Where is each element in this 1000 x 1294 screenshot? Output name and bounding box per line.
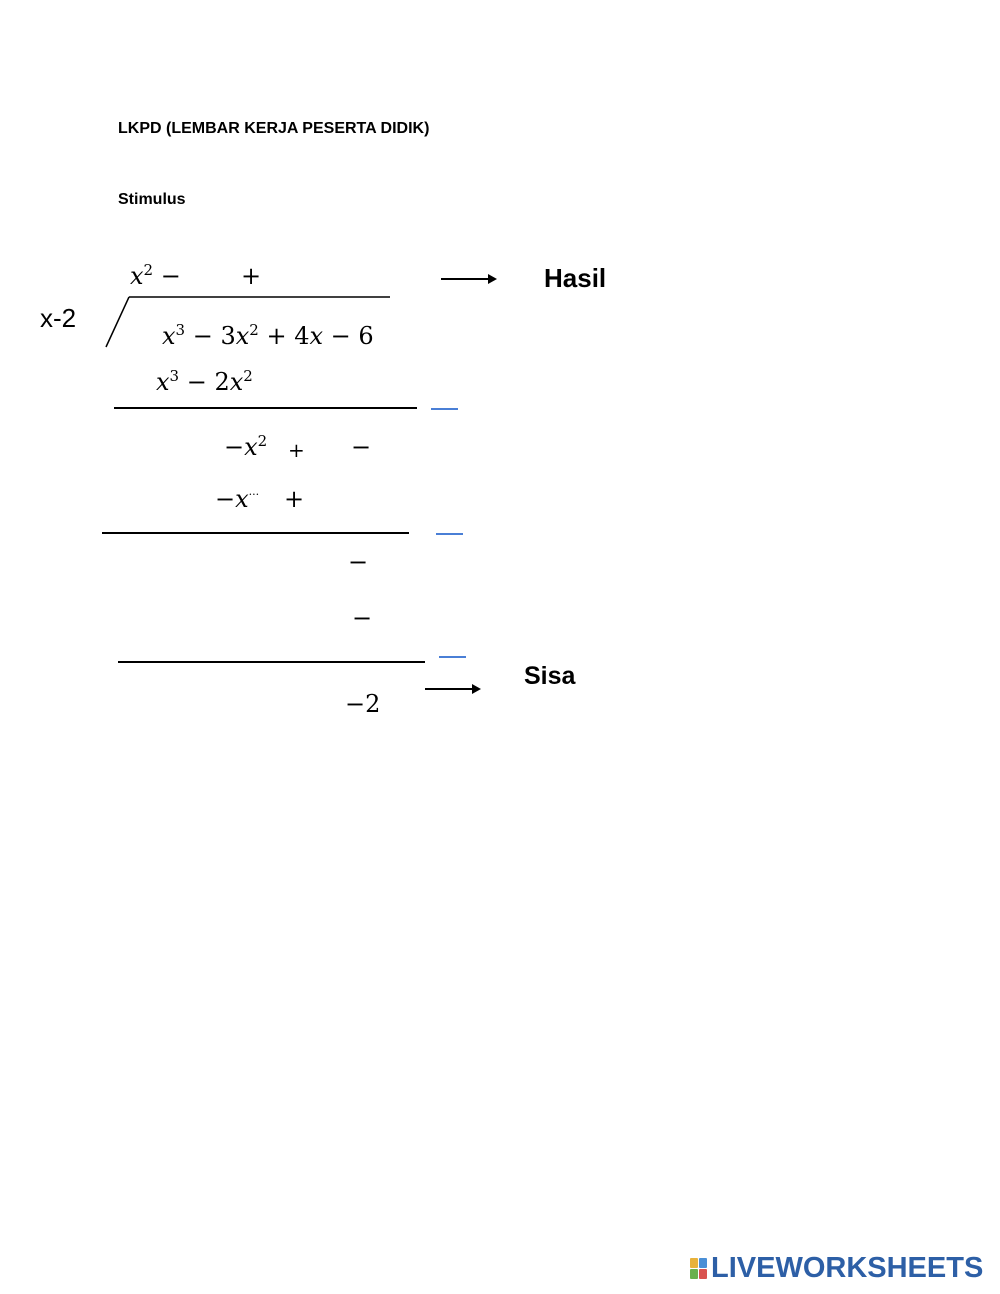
result-arrow-icon [441,278,495,280]
step2-plus: + [288,438,305,462]
logo-tile [690,1258,698,1268]
remainder-arrow-icon [425,688,479,690]
quotient-exp: 2 [143,261,154,279]
step2-remainder [224,433,267,461]
dividend-term3-var: x [309,322,324,350]
answer-blank-3[interactable] [439,656,466,658]
logo-tile [699,1269,707,1279]
logo-tile [690,1269,698,1279]
dividend-term2-exp: 2 [249,321,259,339]
step3-var: x [235,485,249,513]
step3-subtrahend [215,485,259,513]
step3-prefix: − [215,485,236,513]
quotient [130,262,181,290]
step4-minus: − [348,548,369,576]
section-heading: Stimulus [118,191,186,208]
step2-minus: − [351,433,372,461]
quotient-plus: + [241,262,262,290]
step1-term2-coef: − 2 [179,368,230,396]
step5-minus: − [352,604,373,632]
step2-prefix: − [224,433,245,461]
step2-var: x [244,433,258,461]
quotient-var: x [130,262,144,290]
dividend-term1-exp: 3 [175,321,186,339]
remainder-label: Sisa [524,662,576,690]
dividend-term2-coef: − 3 [185,322,236,350]
logo-tile [699,1258,707,1268]
worksheet-title: LKPD (LEMBAR KERJA PESERTA DIDIK) [118,120,430,137]
result-label: Hasil [544,263,607,293]
step1-term2-exp: 2 [243,367,253,385]
step3-plus: + [284,485,305,513]
dividend [162,322,374,350]
step1-term2-var: x [229,368,244,396]
subtraction-line-2 [102,532,409,534]
dividend-term3-coef: + 4 [258,322,310,350]
logo-badge-icon [690,1258,707,1279]
step3-exp: ··· [248,488,260,501]
quotient-minus: − [160,262,181,290]
step1-term1-exp: 3 [169,367,180,385]
step1-subtrahend [156,368,253,396]
dividend-term4: − 6 [323,322,374,350]
remainder-value: −2 [345,690,381,718]
subtraction-line-1 [114,407,417,409]
dividend-term2-var: x [235,322,250,350]
dividend-term1-var: x [162,322,176,350]
answer-blank-1[interactable] [431,408,458,410]
step1-term1-var: x [156,368,170,396]
liveworksheets-logo [690,1252,983,1285]
answer-blank-2[interactable] [436,533,463,535]
subtraction-line-3 [118,661,425,663]
divisor: x-2 [40,303,77,333]
logo-text: LIVEWORKSHEETS [711,1252,984,1284]
step2-exp: 2 [257,432,268,450]
